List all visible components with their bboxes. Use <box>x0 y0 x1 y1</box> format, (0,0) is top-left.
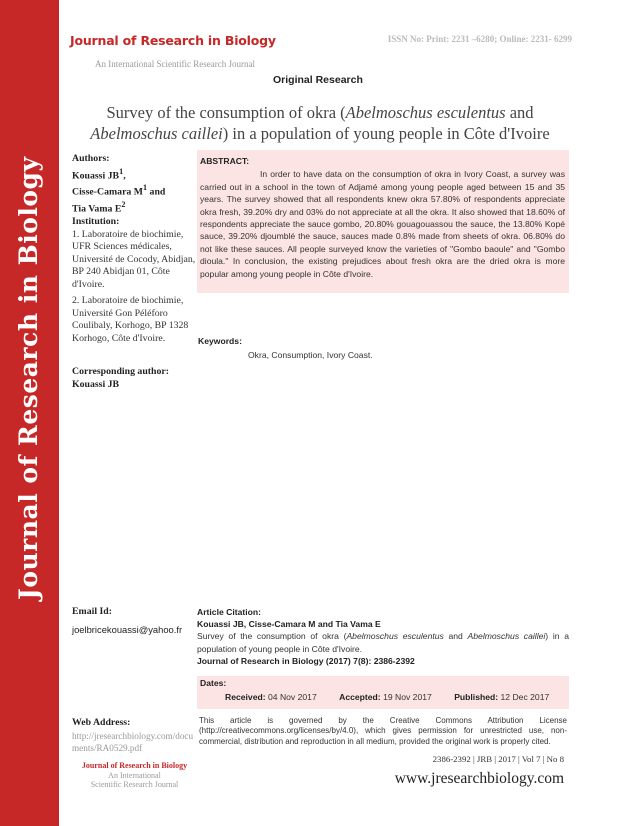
abstract-label: ABSTRACT: <box>200 156 250 166</box>
citation-block <box>197 606 569 667</box>
corresponding-block <box>72 366 197 391</box>
institution-2: 2. Laboratoire de biochimie, Université Gon Péléforo Coulibaly, Korhogo, BP 1328 Korhogo, Côte d'Ivoire. <box>72 295 189 344</box>
species-name: Abelmoschus caillei <box>90 124 223 143</box>
author: Kouassi $JB^1$, <box>72 166 126 181</box>
web-address-link[interactable]: http://jresearchbiology.com/documents/RA0529.pdf <box>72 731 194 753</box>
journal-tagline: An International Scientific Research Journal <box>95 59 255 69</box>
author: Tia Vama $E^2$ <box>72 200 126 215</box>
citation-reference: Journal of Research in Biology (2017) 7(8): 2386-2392 <box>197 655 415 666</box>
sidebar-band <box>0 0 59 826</box>
corresponding-label: Corresponding author: <box>72 366 169 377</box>
website-link[interactable]: www.jresearchbiology.com <box>394 770 564 787</box>
email-label: Email Id: <box>72 606 113 617</box>
journal-logo: Journal of Research in Biology <box>70 33 276 48</box>
date-received: Received: 04 Nov 2017 <box>225 692 317 702</box>
institution-label: Institution: <box>72 216 120 227</box>
page-info: 2386-2392 | JRB | 2017 | Vol 7 | No 8 <box>432 754 564 764</box>
email-link[interactable]: joelbricekouassi@yahoo.fr <box>72 624 183 635</box>
citation-authors: Kouassi JB, Cisse-Camara M and Tia Vama E <box>197 619 381 630</box>
keywords-text: Okra, Consumption, Ivory Coast. <box>248 350 373 360</box>
corresponding-name: Kouassi JB <box>72 378 120 390</box>
citation-title: Survey of the consumption of okra (Abelmoschus esculentus and Abelmoschus caillei) in a population of young people in Côte d'Ivoire. <box>197 631 569 654</box>
section-label: Original Research <box>273 74 363 86</box>
sidebar-journal-name: Journal of Research in Biology <box>14 156 43 600</box>
authors-block <box>72 153 197 216</box>
issn-info: ISSN No: Print: 2231 –6280; Online: 2231- 6299 <box>387 34 572 44</box>
keywords-label: Keywords: <box>198 336 242 346</box>
license-text: This article is governed by the Creative Commons Attribution License (http://creativecommons.org/licenses/by/4.0), which gives permission for unrestricted use, non-commercial, distribution and reproduction in all medium, provided the original work is properly cited. <box>199 716 567 746</box>
institution-1: 1. Laboratoire de biochimie, UFR Sciences médicales, Université de Cocody, Abidjan, BP 240 Abidjan 01, Côte d'Ivoire. <box>72 228 196 290</box>
abstract-text: In order to have data on the consumption of okra in Ivory Coast, a survey was carried out in a school in the town of Adjamé among young people aged between 15 and 35 years. The survey showed that all respondents knew okra 57.80% of respondents appreciate okra fresh, 39.20% dry and 03% do not appreciate at all the okra. It also showed that 18.60% of respondents appreciate the sauce gombo, 20.80% gouagouassou the sauce, the 13.80% Kopé sauce, 39.20% djoumblé the sauce, sauces made 0.8% made from sheets of okra. 06.80% do not like these sauces. All people surveyed know the varieties of "Gombo baoule" and "Gombo dioula." In conclusion, the existing prejudices about fresh okra are the dried okra is more popular among young people in Côte d'Ivoire. <box>200 169 565 279</box>
date-published: Published: 12 Dec 2017 <box>454 692 550 702</box>
dates-row <box>200 692 566 702</box>
authors-label: Authors: <box>72 153 110 164</box>
dates-panel <box>197 676 569 709</box>
abstract-panel <box>197 150 569 293</box>
institution-block <box>72 216 197 345</box>
citation-label: Article Citation: <box>197 607 261 617</box>
web-address-label: Web Address: <box>72 717 131 728</box>
article-title: Survey of the consumption of okra (Abelmoschus esculentus and Abelmoschus caillei) in a population of young people in Côte d'Ivoire <box>90 103 550 143</box>
dates-label: Dates: <box>200 678 227 688</box>
author: Cisse-Camara $M^1$ and <box>72 183 166 198</box>
date-accepted: Accepted: 19 Nov 2017 <box>339 692 432 702</box>
species-name: Abelmoschus esculentus <box>345 103 506 122</box>
footer-journal-logo: Journal of Research in Biology An International Scientific Research Journal <box>81 761 188 790</box>
